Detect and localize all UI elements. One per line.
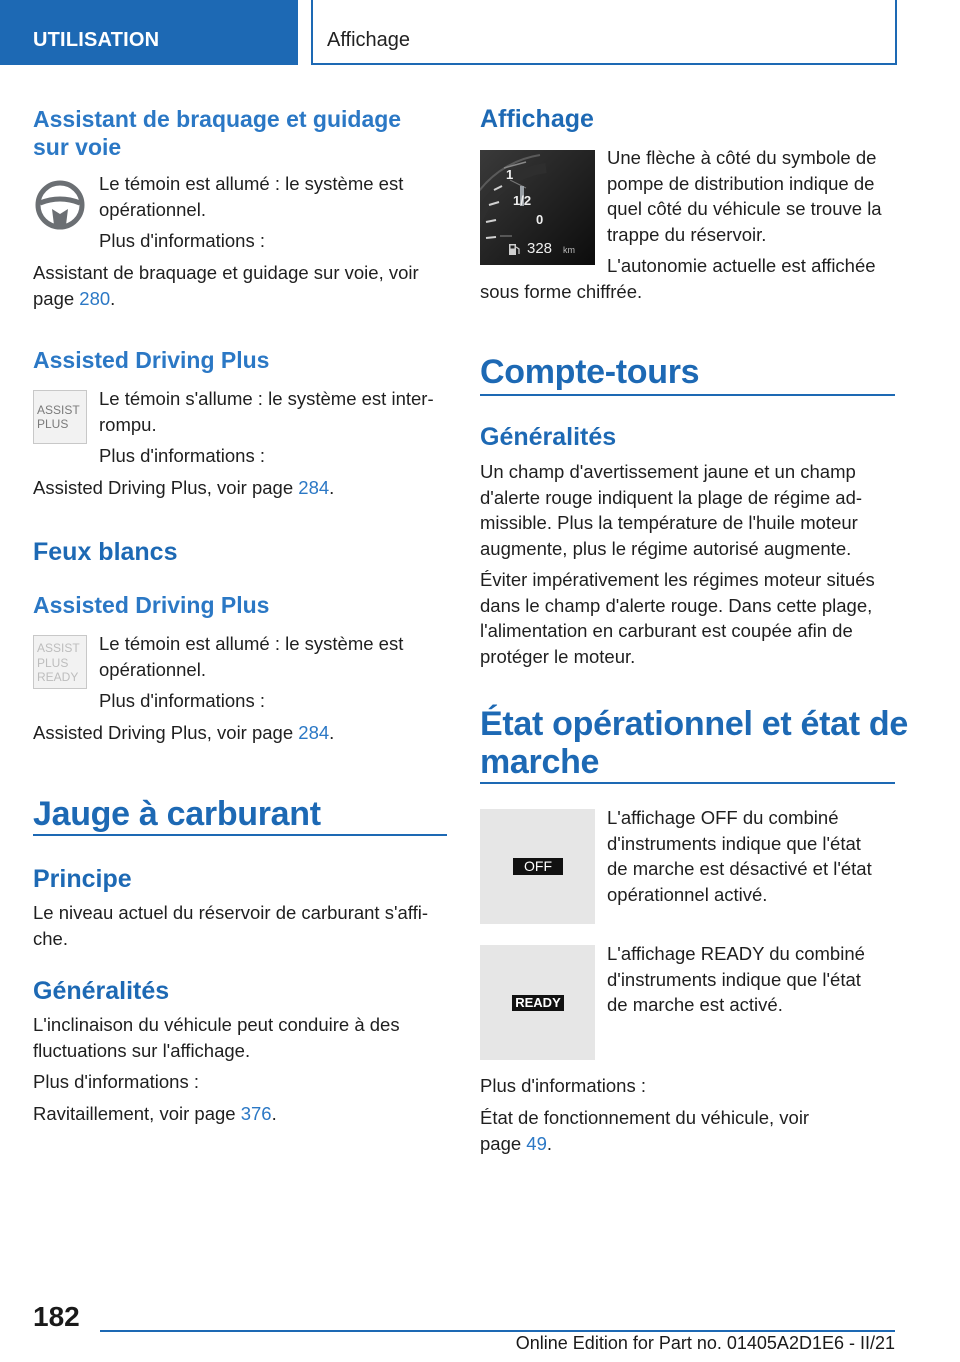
assisted-desc-2: Le témoin est allumé : le système est opérationnel. <box>99 633 404 680</box>
page-number: 182 <box>33 1301 80 1332</box>
steer-page-link[interactable]: 280 <box>79 287 111 309</box>
gauge-full-label: 1 <box>506 167 514 182</box>
tachometer-heading: Compte-tours <box>480 353 700 391</box>
tacho-heading-rule <box>480 394 895 396</box>
section-title: UTILISATION <box>33 29 160 51</box>
steer-heading: Assistant de braquage et guidage sur voie <box>33 106 402 160</box>
range-value: 328 <box>527 240 553 257</box>
gauge-half-label: 1/2 <box>513 193 532 208</box>
gauge-empty-label: 0 <box>536 212 544 227</box>
tacho-general-heading: Généralités <box>480 423 617 451</box>
fuel-general-heading: Généralités <box>33 977 170 1005</box>
assisted-page-link-2[interactable]: 284 <box>298 722 330 743</box>
assisted-heading-1: Assisted Driving Plus <box>33 347 270 373</box>
steer-more: Plus d'informations : <box>99 230 265 251</box>
principle-heading: Principe <box>33 865 132 893</box>
assisted-more-2: Plus d'informations : <box>99 690 265 711</box>
chapter-title: Affichage <box>327 29 411 51</box>
ready-desc: L'affichage READY du combiné d'instruments indique que l'état de marche est activé. <box>607 943 865 1015</box>
fuel-gauge-image <box>480 150 595 265</box>
fuel-gauge-heading: Jauge à carburant <box>33 795 321 833</box>
assisted-heading-2: Assisted Driving Plus <box>33 592 270 618</box>
edition-note: Online Edition for Part no. 01405A2D1E6 - II/21 <box>515 1333 895 1353</box>
ready-badge: READY <box>512 995 564 1011</box>
assist-plus-ready-icon: ASSIST PLUS READY <box>33 635 87 689</box>
ready-indicator-image <box>480 945 595 1060</box>
tacho-paragraph-2: Éviter impérativement les régimes moteur situés dans le champ d'alerte rouge. Dans cette plage, l'alimentation en carburant est coupée afin de protéger le moteur. <box>480 569 875 667</box>
fuel-heading-rule <box>33 834 447 836</box>
fuel-general-text: L'inclinaison du véhicule peut conduire à des fluctuations sur l'affichage. <box>33 1014 400 1061</box>
assisted-ref-1: Assisted Driving Plus, voir page 284. <box>33 477 335 498</box>
white-lights-heading: Feux blancs <box>33 538 178 566</box>
assisted-ref-2: Assisted Driving Plus, voir page 284. <box>33 722 335 743</box>
state-heading-rule <box>480 782 895 784</box>
tacho-paragraph-1: Un champ d'avertissement jaune et un champ d'alerte rouge indiquent la plage de régime ad- missible. Plus la température de l'huile moteur augmente, plus le régime autorisé augmente. <box>480 461 863 559</box>
steering-wheel-icon <box>33 178 87 232</box>
off-desc: L'affichage OFF du combiné d'instruments indique que l'état de marche est désactivé et l'état opérationnel activé. <box>607 807 872 905</box>
display-desc: Une flèche à côté du symbole de pompe de distribution indique de quel côté du véhicule se trouve la trappe du réservoir. <box>607 147 882 245</box>
fuel-pump-icon <box>508 242 518 254</box>
state-page-link[interactable]: 49 <box>526 1132 547 1154</box>
assisted-page-link-1[interactable]: 284 <box>298 477 330 498</box>
steer-desc: Le témoin est allumé : le système est opérationnel. <box>99 173 404 220</box>
steer-ref: Assistant de braquage et guidage sur voie, voir page 280. <box>33 262 419 309</box>
chapter-tab <box>311 0 897 65</box>
range-unit: km <box>563 245 575 255</box>
fuel-page-link[interactable]: 376 <box>240 1103 272 1124</box>
range-desc-2: sous forme chiffrée. <box>480 281 643 302</box>
principle-text: Le niveau actuel du réservoir de carburant s'affi- che. <box>33 902 428 949</box>
state-heading: État opérationnel et état de marche <box>480 705 909 781</box>
assisted-more-1: Plus d'informations : <box>99 445 265 466</box>
fuel-ref: Ravitaillement, voir page 376. <box>33 1103 277 1124</box>
state-more: Plus d'informations : <box>480 1075 646 1096</box>
off-indicator-image <box>480 809 595 924</box>
range-desc-1: L'autonomie actuelle est affichée <box>607 255 876 276</box>
fuel-more: Plus d'informations : <box>33 1071 199 1092</box>
section-tab <box>0 0 298 65</box>
off-badge: OFF <box>513 858 563 875</box>
display-heading: Affichage <box>480 105 594 133</box>
footer-rule <box>100 1330 895 1332</box>
assisted-desc-1: Le témoin s'allume : le système est inter- rompu. <box>99 388 434 435</box>
assist-plus-icon: ASSIST PLUS <box>33 390 87 444</box>
state-ref: État de fonctionnement du véhicule, voir page 49. <box>480 1107 810 1154</box>
